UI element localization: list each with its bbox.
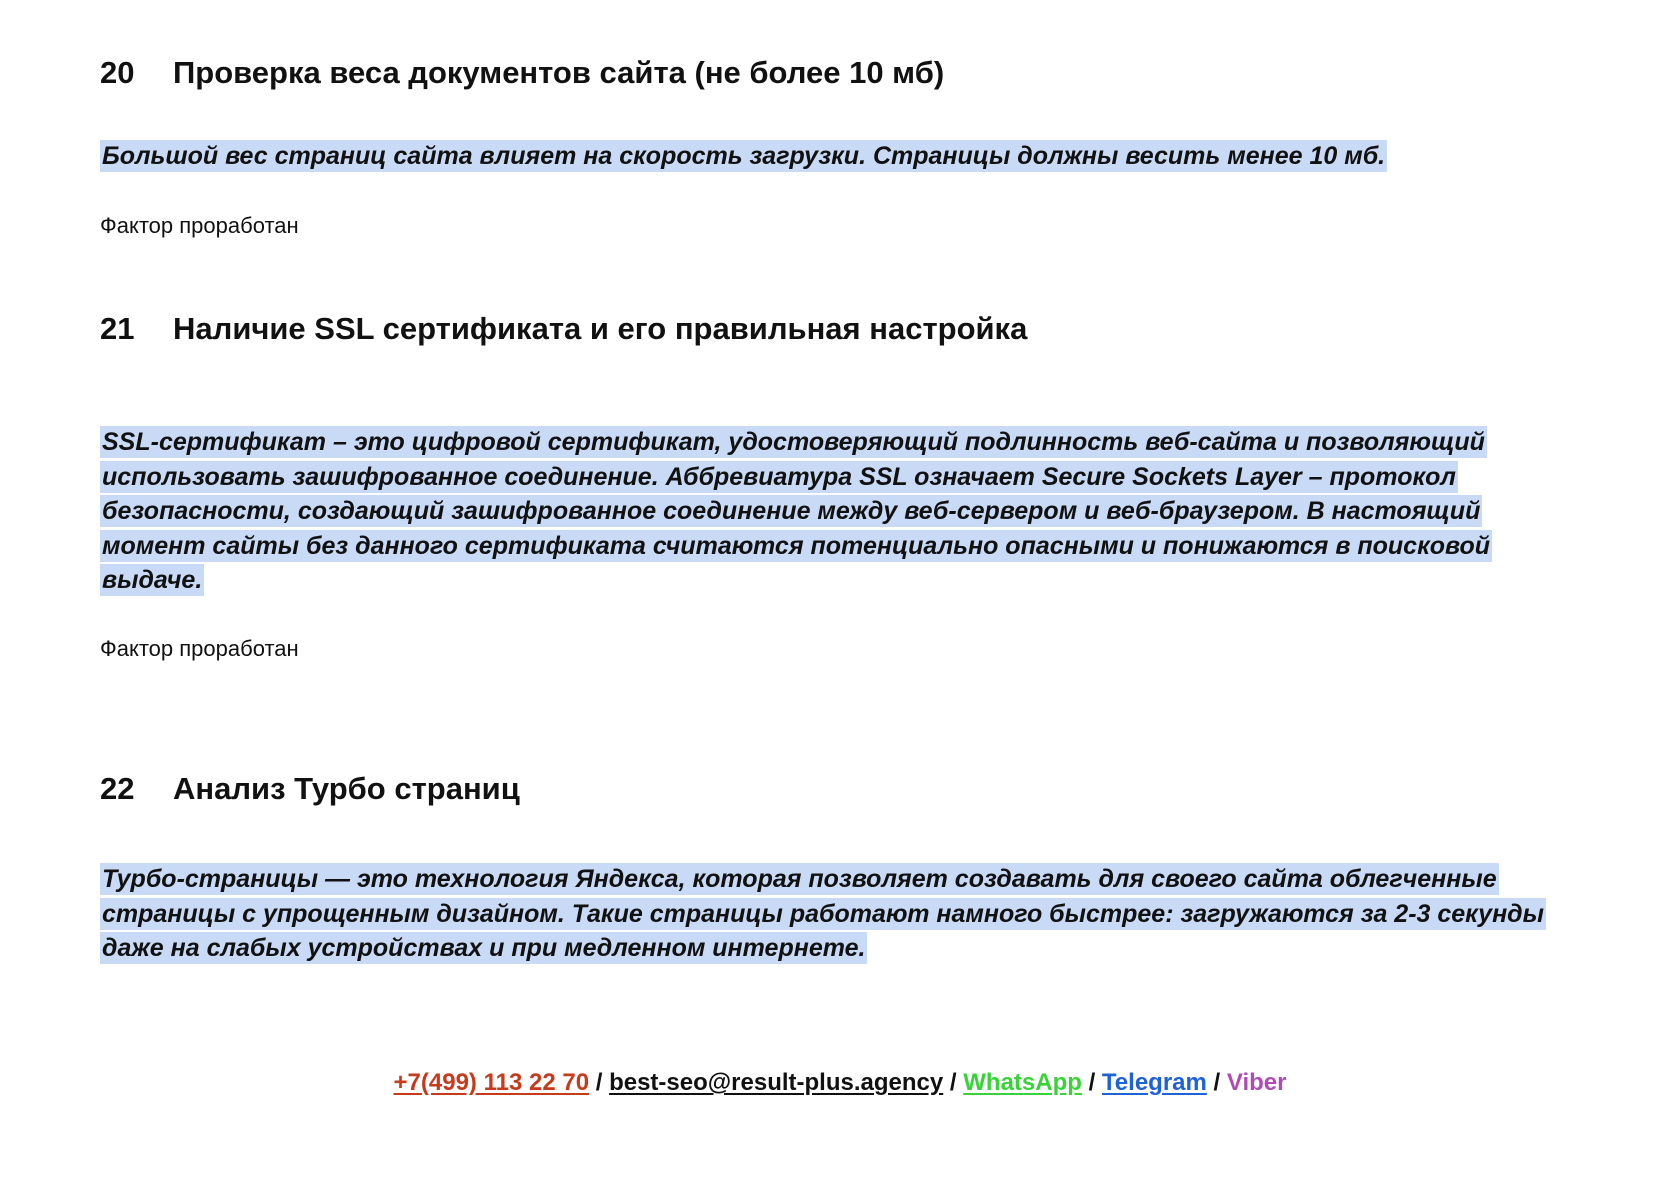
section-20	[100, 54, 1560, 238]
section-heading	[100, 310, 1560, 348]
separator: /	[1213, 1069, 1227, 1096]
email-link[interactable]: best-seo@result-plus.agency	[609, 1069, 944, 1096]
phone-link[interactable]: +7(499) 113 22 70	[393, 1069, 590, 1096]
whatsapp-link[interactable]: WhatsApp	[963, 1069, 1082, 1096]
section-status: Фактор проработан	[100, 636, 299, 661]
section-description	[100, 139, 1387, 174]
section-number: 20	[100, 55, 135, 90]
highlighted-text: Турбо-страницы — это технология Яндекса, которая позволяет создавать для своего сайта облегченные страницы с упрощенным дизайном. Такие страницы работают намного быстрее: загружаются за 2-3 секунды даже на слабых устройствах и при медленном интернете.	[102, 865, 1544, 962]
section-heading	[100, 54, 1560, 92]
highlighted-text: Большой вес страниц сайта влияет на скорость загрузки. Страницы должны весить менее 10 мб.	[102, 142, 1386, 170]
section-22	[100, 770, 1560, 962]
section-description	[100, 425, 1560, 598]
separator: /	[595, 1069, 610, 1096]
separator: /	[949, 1069, 964, 1096]
section-title: Анализ Турбо страниц	[173, 771, 520, 806]
viber-link[interactable]: Viber	[1226, 1069, 1287, 1096]
telegram-link[interactable]: Telegram	[1101, 1069, 1207, 1096]
section-heading	[100, 770, 1560, 808]
section-number: 22	[100, 771, 135, 806]
section-status: Фактор проработан	[100, 213, 299, 238]
section-title: Наличие SSL сертификата и его правильная настройка	[173, 311, 1028, 346]
separator: /	[1088, 1069, 1102, 1096]
section-21	[100, 310, 1560, 661]
section-number: 21	[100, 311, 135, 346]
section-title: Проверка веса документов сайта (не более 10 мб)	[173, 55, 945, 90]
highlighted-text: SSL-сертификат – это цифровой сертификат, удостоверяющий подлинность веб-сайта и позволяющий использовать зашифрованное соединение. Аббревиатура SSL означает Secure Sockets Layer – протокол безопасности, создающий зашифрованное соединение между веб-сервером и веб-браузером. В настоящий момент сайты без данного сертификата считаются потенциально опасными и понижаются в поисковой выдаче.	[102, 428, 1491, 594]
contact-footer	[0, 1068, 1680, 1098]
section-description	[100, 862, 1560, 966]
